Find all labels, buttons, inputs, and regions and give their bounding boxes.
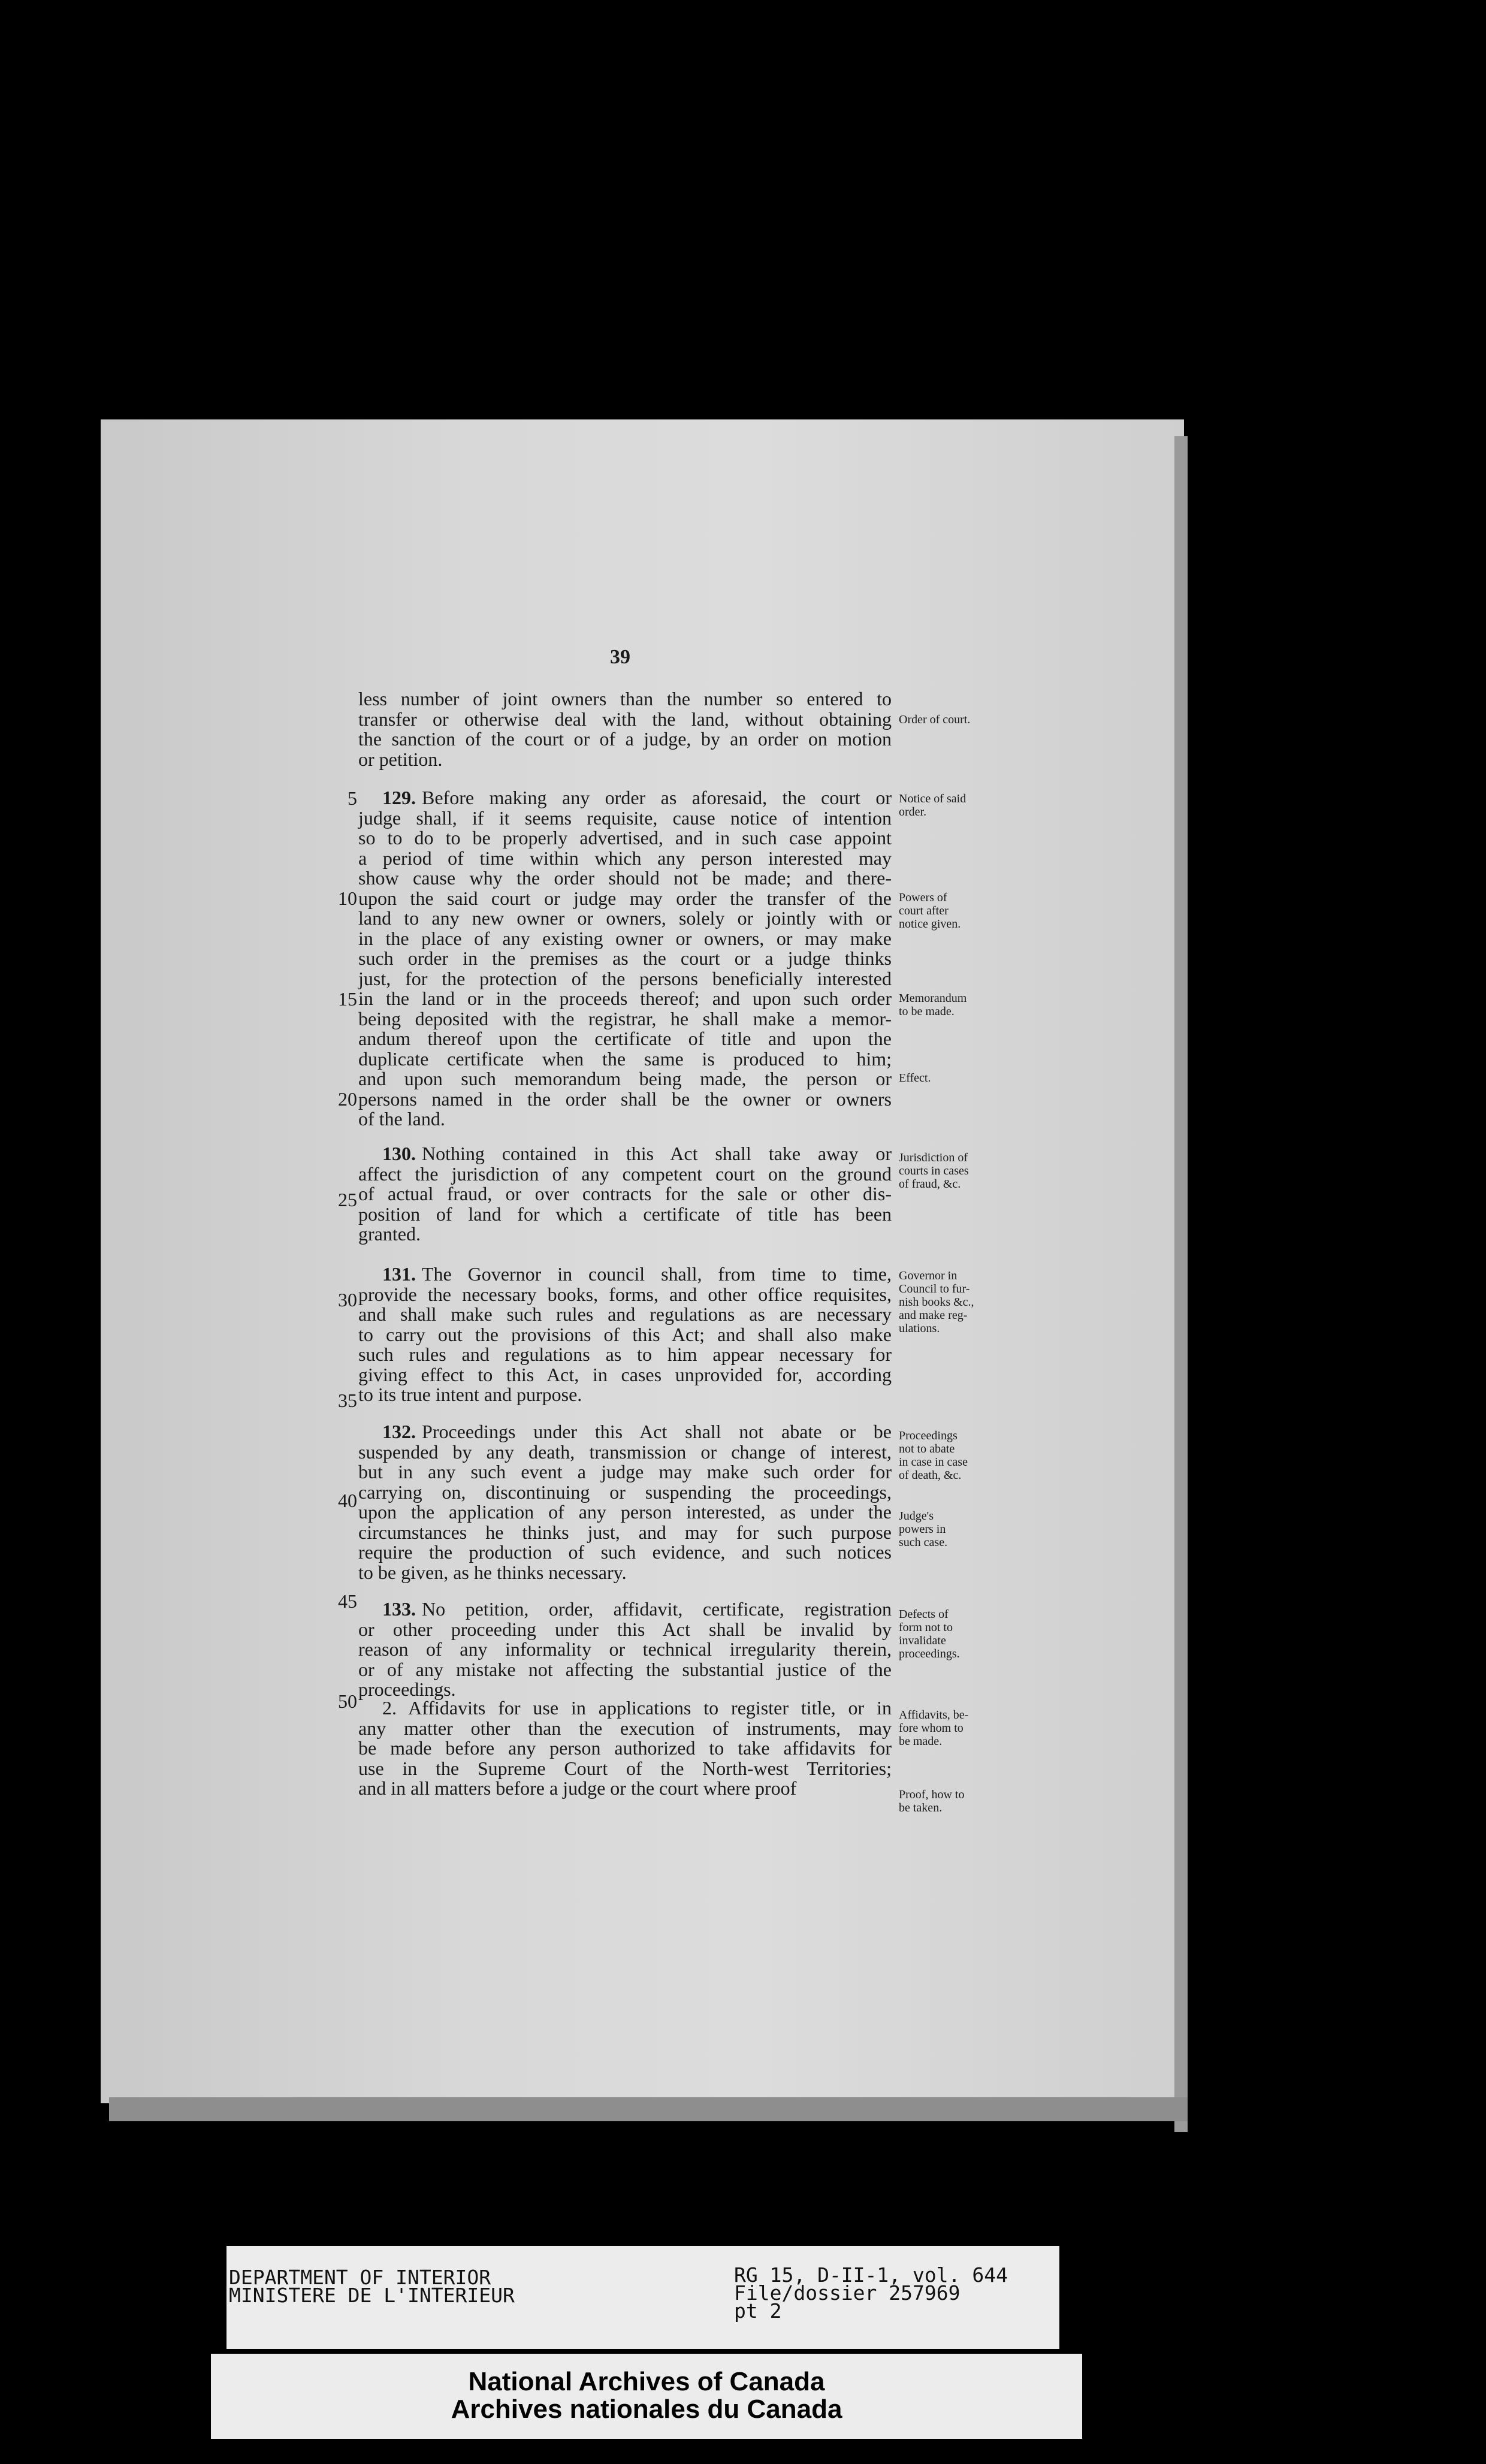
text-line: being deposited with the registrar, he shall make a memor- (358, 1007, 892, 1029)
margin-note-line: proceedings. (899, 1647, 960, 1660)
text-line: andum thereof upon the certificate of title and upon the (358, 1028, 892, 1049)
margin-note-line: Council to fur- (899, 1282, 970, 1296)
text-line: in the place of any existing owner or owners, or may make (358, 927, 892, 949)
text-line: giving effect to this Act, in cases unprovided for, according (358, 1363, 892, 1385)
text-line: in the land or in the proceeds thereof; and upon such order (358, 988, 892, 1009)
text-line: to its true intent and purpose. (358, 1384, 582, 1405)
margin-note-line: Jurisdiction of (899, 1151, 968, 1164)
text-line: or other proceeding under this Act shall be invalid by (358, 1618, 892, 1640)
text-line: suspended by any death, transmission or change of interest, (358, 1441, 892, 1463)
margin-note-line: powers in (899, 1523, 946, 1536)
margin-note-line: court after (899, 904, 949, 917)
margin-note-line: courts in cases (899, 1164, 969, 1177)
margin-note-line: Powers of (899, 891, 947, 904)
text-line: position of land for which a certificate of title has been (358, 1203, 892, 1225)
margin-note-line: be taken. (899, 1801, 943, 1814)
text-line: duplicate certificate when the same is produced to him; (358, 1047, 892, 1070)
text-line: such rules and regulations as to him appear necessary for (358, 1343, 892, 1365)
margin-note-line: Governor in (899, 1269, 958, 1282)
margin-note-line: Memorandum (899, 992, 967, 1005)
page-edge-shadow (1174, 436, 1188, 2132)
text-line: less number of joint owners than the number so entered to (358, 688, 892, 709)
margin-note-line: Proceedings (899, 1429, 958, 1442)
scanned-page (101, 419, 1184, 2103)
line-number: 45 (338, 1590, 357, 1612)
line-number: 30 (338, 1289, 357, 1310)
margin-note-line: ulations. (899, 1322, 940, 1335)
department-line: MINISTERE DE L'INTERIEUR (229, 2284, 515, 2307)
text-line: provide the necessary books, forms, and other office requisites, (358, 1283, 892, 1305)
line-number: 5 (348, 787, 357, 809)
text-line: land to any new owner or owners, solely or jointly with or (358, 907, 892, 929)
text-line: granted. (358, 1223, 421, 1245)
line-number: 35 (338, 1390, 357, 1411)
margin-note (899, 1608, 1004, 1660)
margin-note-line: Judge's (899, 1509, 934, 1523)
paragraph (358, 1264, 892, 1405)
text-line: or of any mistake not affecting the substantial justice of the (358, 1658, 892, 1680)
text-line: transfer or otherwise deal with the land, without obtaining (358, 708, 892, 730)
margin-note-line: Effect. (899, 1071, 931, 1085)
margin-note-line: to be made. (899, 1005, 955, 1018)
text-line: 131. The Governor in council shall, from time to time, (382, 1263, 892, 1285)
text-line: and in all matters before a judge or the court where proof (358, 1777, 797, 1799)
text-line: affect the jurisdiction of any competent court on the ground (358, 1162, 892, 1185)
margin-note (899, 792, 1004, 819)
archive-banner (211, 2354, 1082, 2439)
line-number: 50 (338, 1690, 357, 1712)
text-line: use in the Supreme Court of the North-west Territories; (358, 1757, 892, 1779)
margin-note-line: Notice of said (899, 792, 966, 805)
margin-note (899, 713, 1004, 726)
reference-line: File/dossier 257969 (734, 2281, 961, 2305)
margin-note-line: Order of court. (899, 713, 971, 726)
page-bottom-shadow (109, 2097, 1188, 2121)
section-number: 130. (382, 1143, 416, 1164)
text-line: show cause why the order should not be made; and there- (358, 867, 892, 889)
text-line: upon the said court or judge may order the transfer of the (358, 887, 892, 909)
text-line: or petition. (358, 748, 443, 770)
margin-note (899, 1151, 1004, 1191)
margin-note (899, 1429, 1004, 1482)
paragraph (358, 1599, 892, 1700)
text-line: just, for the protection of the persons beneficially interested (358, 967, 892, 989)
paragraph (358, 689, 892, 769)
line-number: 40 (338, 1490, 357, 1511)
text-line: 130. Nothing contained in this Act shall take away or (382, 1143, 892, 1164)
section-number: 131. (382, 1263, 416, 1285)
section-number: 129. (382, 787, 416, 808)
text-line: any matter other than the execution of instruments, may (358, 1717, 892, 1739)
text-line: be made before any person authorized to take affidavits for (358, 1737, 892, 1759)
margin-note-line: order. (899, 805, 927, 819)
text-line: proceedings. (358, 1678, 456, 1700)
margin-note-line: fore whom to (899, 1722, 964, 1735)
section-number: 132. (382, 1421, 416, 1442)
margin-note-line: form not to (899, 1621, 953, 1634)
text-line: 129. Before making any order as aforesaid, the court or (382, 787, 892, 808)
margin-note-line: Proof, how to (899, 1788, 965, 1801)
margin-note-line: Affidavits, be- (899, 1708, 969, 1722)
line-number: 10 (338, 887, 357, 909)
text-line: persons named in the order shall be the owner or owners (358, 1088, 892, 1110)
margin-note-line: nish books &c., (899, 1296, 974, 1309)
text-line: 2. Affidavits for use in applications to register title, or in (382, 1697, 892, 1719)
text-line: the sanction of the court or of a judge, by an order on motion (358, 728, 892, 750)
margin-note-line: notice given. (899, 917, 961, 931)
paragraph (358, 1698, 892, 1799)
margin-note-line: of death, &c. (899, 1469, 962, 1482)
text-line: carrying on, discontinuing or suspending the proceedings, (358, 1481, 892, 1503)
department-line: DEPARTMENT OF INTERIOR (229, 2266, 491, 2289)
text-line: a period of time within which any person interested may (358, 847, 892, 869)
text-line: of the land. (358, 1108, 445, 1130)
text-line: judge shall, if it seems requisite, cause notice of intention (358, 807, 892, 829)
text-line: and upon such memorandum being made, the person or (358, 1068, 892, 1089)
text-line: of actual fraud, or over contracts for the sale or other dis- (358, 1183, 892, 1204)
text-line: but in any such event a judge may make such order for (358, 1461, 892, 1482)
margin-note-line: Defects of (899, 1608, 949, 1621)
section-number: 133. (382, 1598, 416, 1620)
text-line: require the production of such evidence, and such notices (358, 1541, 892, 1563)
text-line: upon the application of any person interested, as under the (358, 1501, 892, 1523)
margin-note-line: be made. (899, 1735, 943, 1748)
margin-note-line: such case. (899, 1536, 948, 1549)
margin-note-line: in case in case (899, 1456, 968, 1469)
file-reference (734, 2263, 1008, 2323)
text-line: to be given, as he thinks necessary. (358, 1561, 627, 1583)
line-number: 15 (338, 988, 357, 1010)
margin-note (899, 1509, 1004, 1549)
margin-note (899, 891, 1004, 931)
margin-note (899, 1071, 1004, 1085)
text-line: and shall make such rules and regulations as are necessary (358, 1303, 892, 1325)
margin-note-line: of fraud, &c. (899, 1177, 961, 1191)
margin-note-line: invalidate (899, 1634, 946, 1647)
text-line: such order in the premises as the court or a judge thinks (358, 947, 892, 969)
archive-reference-card (226, 2246, 1059, 2349)
paragraph (358, 788, 892, 1130)
text-line: to carry out the provisions of this Act; and shall also make (358, 1323, 892, 1345)
line-number: 20 (338, 1088, 357, 1110)
page-number: 39 (610, 646, 630, 668)
margin-note (899, 1708, 1004, 1748)
text-line: reason of any informality or technical irregularity therein, (358, 1638, 892, 1660)
text-line: 133. No petition, order, affidavit, certificate, registration (382, 1598, 892, 1620)
margin-note (899, 992, 1004, 1018)
reference-line: RG 15, D-II-1, vol. 644 (734, 2263, 1008, 2287)
archive-name-french: Archives nationales du Canada (451, 2394, 842, 2424)
text-line: 132. Proceedings under this Act shall not abate or be (382, 1421, 892, 1442)
margin-note (899, 1269, 1004, 1335)
reference-line: pt 2 (734, 2299, 782, 2323)
line-number: 25 (338, 1189, 357, 1210)
margin-note-line: and make reg- (899, 1309, 968, 1322)
margin-note (899, 1788, 1004, 1814)
paragraph (358, 1144, 892, 1245)
paragraph (358, 1422, 892, 1583)
margin-note-line: not to abate (899, 1442, 955, 1456)
department-name (229, 2266, 515, 2307)
archive-name-english: National Archives of Canada (468, 2367, 825, 2396)
text-line: so to do to be properly advertised, and in such case appoint (358, 827, 892, 848)
text-line: circumstances he thinks just, and may for such purpose (358, 1521, 892, 1543)
